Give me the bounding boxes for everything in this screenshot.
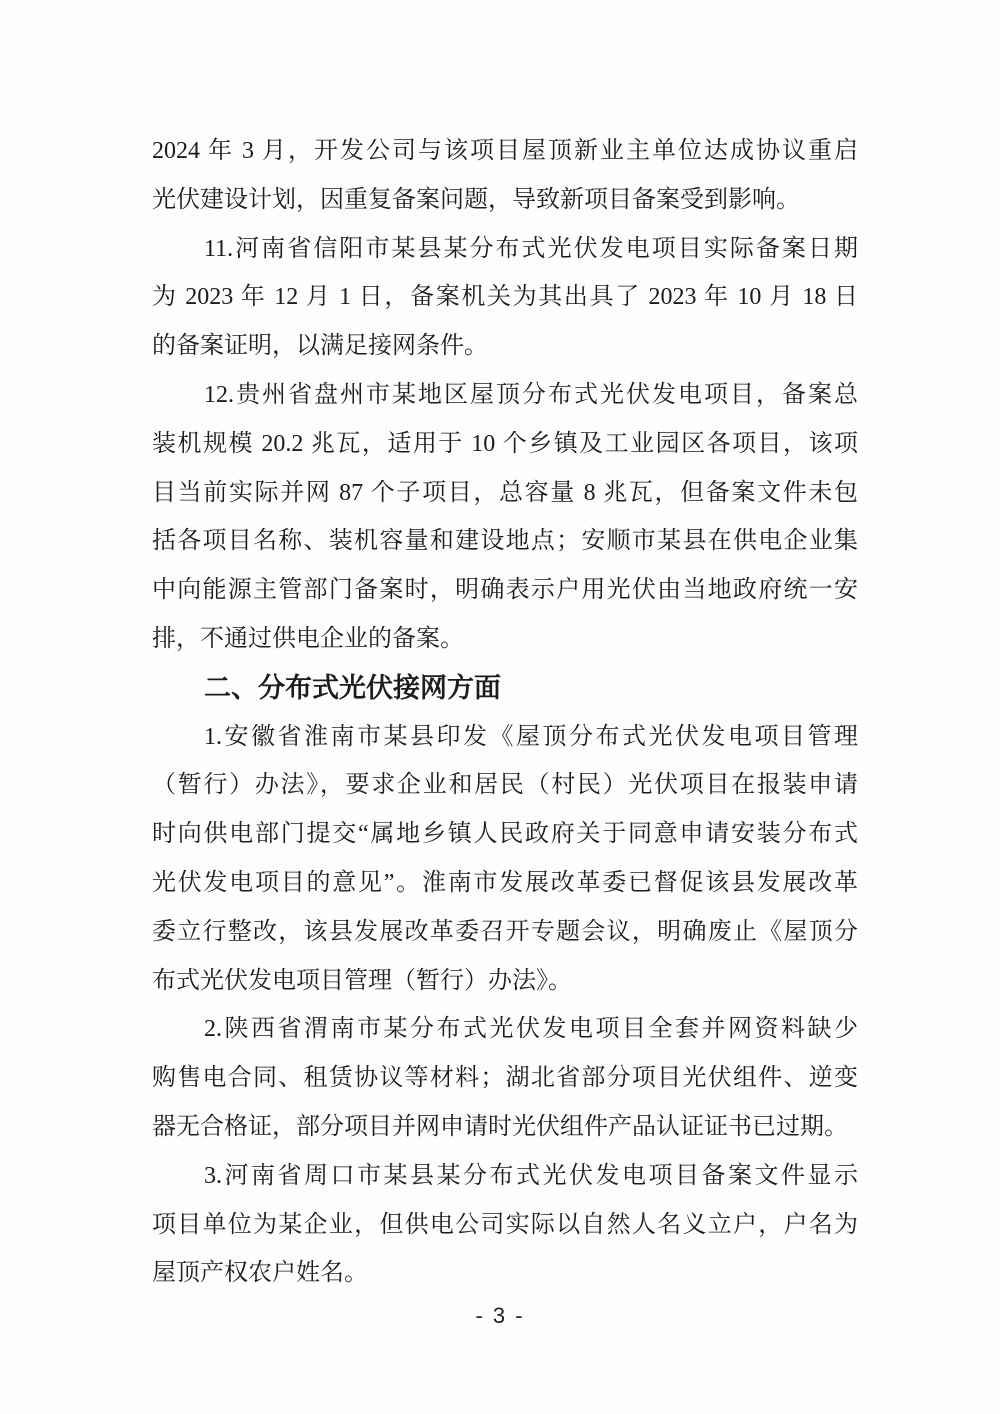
text-line: 布式光伏发电项目管理（暂行）办法》。 [152, 967, 572, 994]
text-line: 11.河南省信阳市某县某分布式光伏发电项目实际备案日期 [204, 235, 858, 262]
text-line: 排，不通过供电企业的备案。 [152, 625, 464, 652]
text-line: 装机规模 20.2 兆瓦，适用于 10 个乡镇及工业园区各项目，该项 [152, 430, 858, 457]
text-line: 项目单位为某企业，但供电公司实际以自然人名义立户，户名为 [152, 1211, 858, 1238]
text-line: 2.陕西省渭南市某分布式光伏发电项目全套并网资料缺少 [204, 1016, 858, 1043]
section-heading: 二、分布式光伏接网方面 [204, 672, 501, 703]
text-line: 目当前实际并网 87 个子项目，总容量 8 兆瓦，但备案文件未包 [152, 479, 858, 506]
text-line: 光伏发电项目的意见”。淮南市发展改革委已督促该县发展改革 [152, 869, 858, 896]
text-line: 器无合格证，部分项目并网申请时光伏组件产品认证证书已过期。 [152, 1113, 848, 1140]
text-line: 的备案证明，以满足接网条件。 [152, 333, 488, 360]
text-line: 3.河南省周口市某县某分布式光伏发电项目备案文件显示 [204, 1162, 858, 1189]
text-line: 光伏建设计划，因重复备案问题，导致新项目备案受到影响。 [152, 186, 800, 213]
text-line: 屋顶产权农户姓名。 [152, 1260, 368, 1287]
text-line: 12.贵州省盘州市某地区屋顶分布式光伏发电项目，备案总 [204, 381, 858, 408]
text-line: 中向能源主管部门备案时，明确表示户用光伏由当地政府统一安 [152, 577, 858, 604]
text-line: 1.安徽省淮南市某县印发《屋顶分布式光伏发电项目管理 [204, 723, 858, 750]
text-line: 为 2023 年 12 月 1 日，备案机关为其出具了 2023 年 10 月 18 日 [152, 284, 858, 311]
text-line: （暂行）办法》，要求企业和居民（村民）光伏项目在报装申请 [152, 772, 858, 799]
text-line: 购售电合同、租赁协议等材料；湖北省部分项目光伏组件、逆变 [152, 1065, 858, 1092]
page-number: - 3 - [475, 1303, 525, 1328]
text-line: 委立行整改，该县发展改革委召开专题会议，明确废止《屋顶分 [152, 918, 858, 945]
text-line: 括各项目名称、装机容量和建设地点；安顺市某县在供电企业集 [152, 528, 858, 555]
text-line: 时向供电部门提交“属地乡镇人民政府关于同意申请安装分布式 [152, 821, 858, 848]
document-body [152, 127, 858, 1298]
text-line: 2024 年 3 月，开发公司与该项目屋顶新业主单位达成协议重启 [152, 138, 858, 164]
